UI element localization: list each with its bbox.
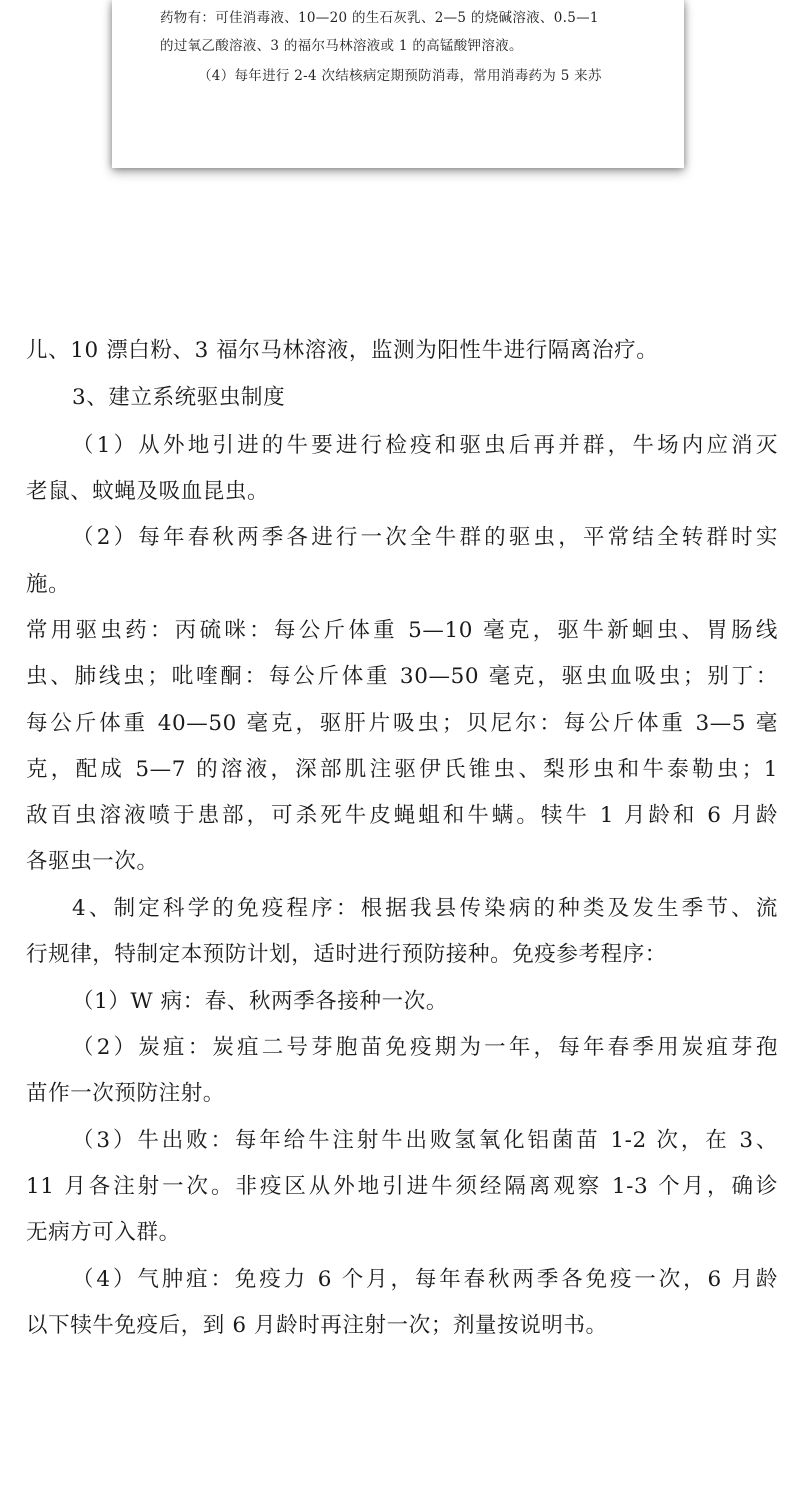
paragraph-line: 施。 bbox=[26, 572, 71, 597]
paragraph-line: 虫、肺线虫；吡喹酮：每公斤体重 30—50 毫克，驱虫血吸虫；别丁： bbox=[26, 664, 778, 689]
section-heading: 4、制定科学的免疫程序：根据我县传染病的种类及发生季节、流 bbox=[72, 896, 778, 921]
paragraph-line: （2）每年春秋两季各进行一次全牛群的驱虫，平常结全转群时实 bbox=[72, 525, 778, 550]
paragraph-line: 以下犊牛免疫后，到 6 月龄时再注射一次；剂量按说明书。 bbox=[26, 1313, 608, 1338]
previous-page-card bbox=[112, 0, 684, 168]
paragraph-line: 儿、10 漂白粉、3 福尔马林溶液，监测为阳性牛进行隔离治疗。 bbox=[26, 338, 659, 363]
paragraph-line: （4）气肿疽：免疫力 6 个月，每年春秋两季各免疫一次，6 月龄 bbox=[72, 1267, 778, 1292]
paragraph-line: 克，配成 5—7 的溶液，深部肌注驱伊氏锥虫、梨形虫和牛泰勒虫；1 bbox=[26, 757, 778, 782]
card-text-line: 的过氧乙酸溶液、3 的福尔马林溶液或 1 的高锰酸钾溶液。 bbox=[160, 38, 523, 54]
paragraph-line: 11 月各注射一次。非疫区从外地引进牛须经隔离观察 1-3 个月，确诊 bbox=[26, 1174, 778, 1199]
paragraph-line: 无病方可入群。 bbox=[26, 1220, 181, 1245]
section-heading: 3、建立系统驱虫制度 bbox=[72, 385, 286, 410]
paragraph-line: （1）从外地引进的牛要进行检疫和驱虫后再并群，牛场内应消灭 bbox=[72, 433, 778, 458]
card-text-line: 药物有：可佳消毒液、10—20 的生石灰乳、2—5 的烧碱溶液、0.5—1 bbox=[160, 10, 599, 26]
paragraph-line: （1）W 病：春、秋两季各接种一次。 bbox=[72, 989, 448, 1014]
paragraph-line: （3）牛出败：每年给牛注射牛出败氢氧化铝菌苗 1-2 次，在 3、 bbox=[72, 1128, 778, 1153]
paragraph-line: 敌百虫溶液喷于患部，可杀死牛皮蝇蛆和牛螨。犊牛 1 月龄和 6 月龄 bbox=[26, 803, 778, 828]
paragraph-line: 各驱虫一次。 bbox=[26, 849, 159, 874]
paragraph-line: 常用驱虫药：丙硫咪：每公斤体重 5—10 毫克，驱牛新蛔虫、胃肠线 bbox=[26, 618, 778, 643]
paragraph-line: 行规律，特制定本预防计划，适时进行预防接种。免疫参考程序： bbox=[26, 942, 667, 967]
paragraph-line: 每公斤体重 40—50 毫克，驱肝片吸虫；贝尼尔：每公斤体重 3—5 毫 bbox=[26, 711, 778, 736]
paragraph-line: 苗作一次预防注射。 bbox=[26, 1081, 225, 1106]
card-text-line: （4）每年进行 2-4 次结核病定期预防消毒，常用消毒药为 5 来苏 bbox=[198, 68, 602, 84]
paragraph-line: （2）炭疽：炭疽二号芽胞苗免疫期为一年，每年春季用炭疽芽孢 bbox=[72, 1035, 778, 1060]
paragraph-line: 老鼠、蚊蝇及吸血昆虫。 bbox=[26, 479, 270, 504]
